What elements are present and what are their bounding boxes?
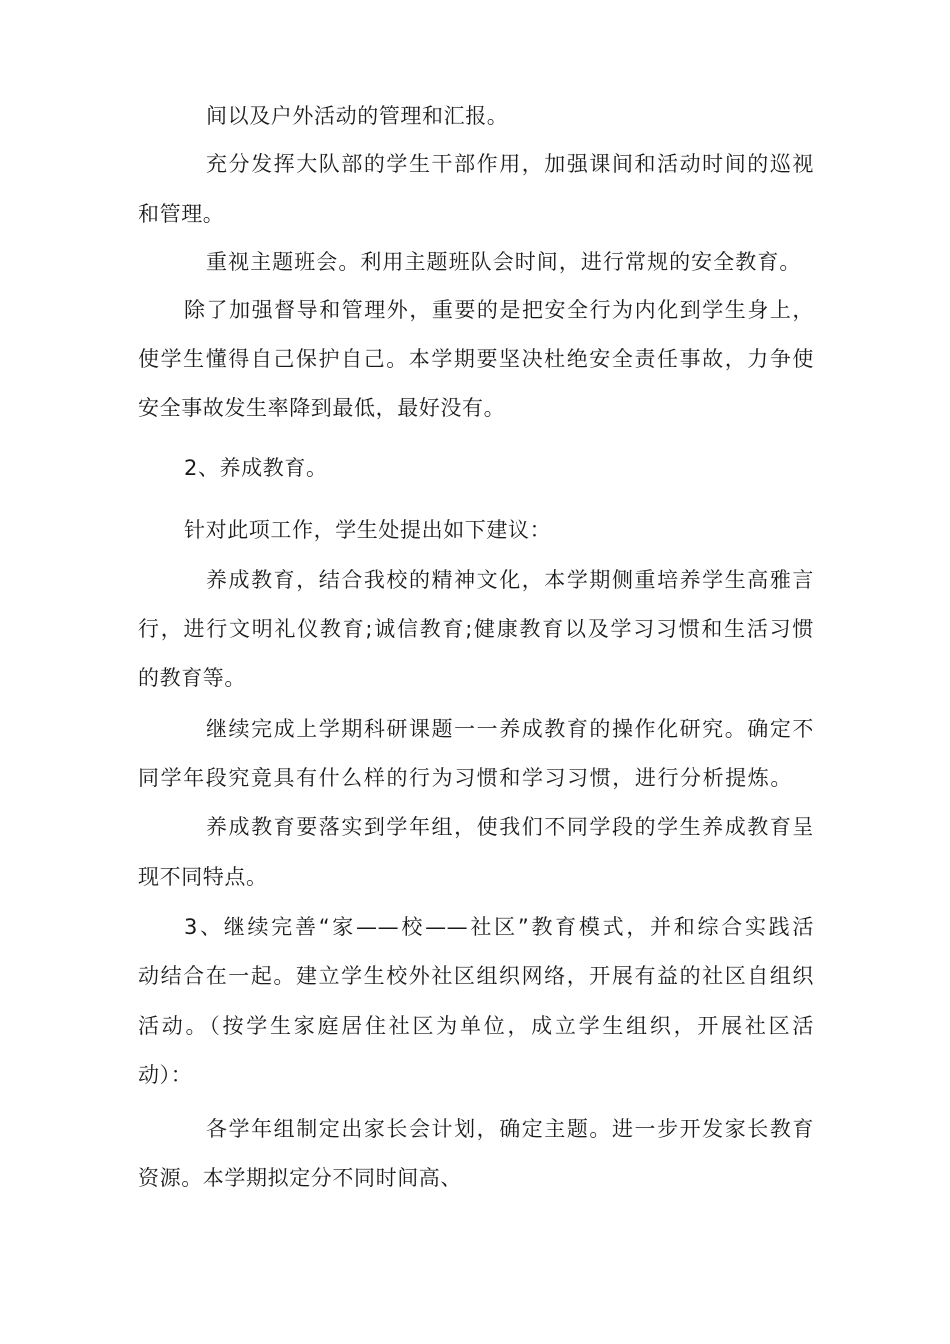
paragraph-line: 间以及户外活动的管理和汇报。 <box>206 104 509 128</box>
section-heading: 2、养成教育。 <box>184 456 328 480</box>
paragraph-line: 资源。本学期拟定分不同时间高、 <box>138 1166 462 1190</box>
paragraph-line: 重视主题班会。利用主题班队会时间，进行常规的安全教育。 <box>206 250 801 274</box>
paragraph-line: 使学生懂得自己保护自己。本学期要坚决杜绝安全责任事故，力争使 <box>138 347 814 371</box>
section-heading: 3、继续完善“家——校——社区”教育模式，并和综合实践活 <box>184 915 814 939</box>
paragraph-line: 继续完成上学期科研课题一一养成教育的操作化研究。确定不 <box>206 717 814 741</box>
paragraph-line: 动）： <box>138 1063 193 1087</box>
paragraph-line: 动结合在一起。建立学生校外社区组织网络，开展有益的社区自组织 <box>138 964 814 988</box>
paragraph-line: 和管理。 <box>138 202 225 226</box>
paragraph-line: 安全事故发生率降到最低，最好没有。 <box>138 396 506 420</box>
paragraph-line: 针对此项工作，学生处提出如下建议： <box>184 518 552 542</box>
paragraph-line: 养成教育要落实到学年组，使我们不同学段的学生养成教育呈 <box>206 815 814 839</box>
paragraph-line: 活动。（按学生家庭居住社区为单位，成立学生组织，开展社区活 <box>138 1014 814 1038</box>
paragraph-line: 的教育等。 <box>138 666 246 690</box>
paragraph-line: 现不同特点。 <box>138 865 268 889</box>
paragraph-line: 养成教育，结合我校的精神文化，本学期侧重培养学生高雅言 <box>206 568 814 592</box>
paragraph-line: 同学年段究竟具有什么样的行为习惯和学习习惯，进行分析提炼。 <box>138 766 792 790</box>
paragraph-line: 充分发挥大队部的学生干部作用，加强课间和活动时间的巡视 <box>206 152 814 176</box>
paragraph-line: 除了加强督导和管理外，重要的是把安全行为内化到学生身上， <box>184 298 814 322</box>
paragraph-line: 行，进行文明礼仪教育;诚信教育;健康教育以及学习习惯和生活习惯 <box>138 617 814 641</box>
paragraph-line: 各学年组制定出家长会计划，确定主题。进一步开发家长教育 <box>206 1117 814 1141</box>
